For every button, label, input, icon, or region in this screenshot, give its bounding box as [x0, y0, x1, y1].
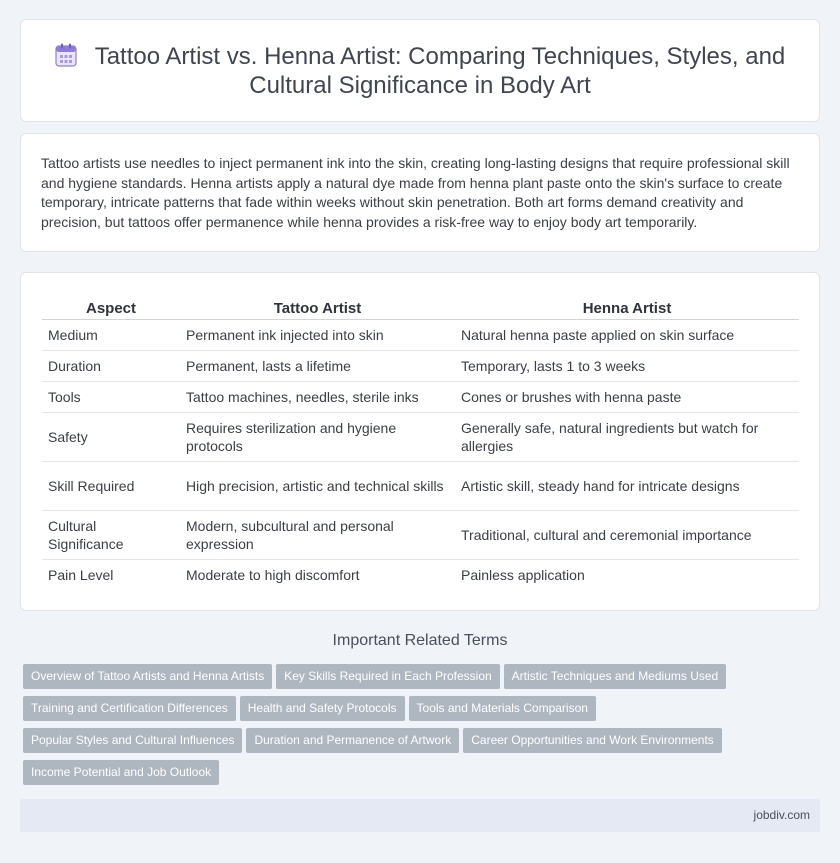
- related-term-tag[interactable]: Health and Safety Protocols: [240, 696, 405, 721]
- table-header-row: [42, 297, 799, 320]
- table-cell: High precision, artistic and technical skills: [180, 462, 455, 511]
- footer-site-link[interactable]: jobdiv.com: [753, 808, 810, 822]
- table-cell: Moderate to high discomfort: [186, 567, 360, 584]
- related-term-tag[interactable]: Income Potential and Job Outlook: [23, 760, 219, 785]
- table-row: [42, 462, 799, 511]
- table-cell: Skill Required: [42, 462, 180, 511]
- title-wrap: [51, 42, 789, 100]
- table-row: [42, 351, 799, 382]
- related-term-tag[interactable]: Tools and Materials Comparison: [409, 696, 596, 721]
- table-row: [42, 560, 799, 591]
- related-term-tag[interactable]: Artistic Techniques and Mediums Used: [504, 664, 727, 689]
- table-cell: Generally safe, natural ingredients but watch for allergies: [455, 413, 799, 462]
- table-cell: Artistic skill, steady hand for intricate designs: [455, 462, 799, 511]
- table-cell: Modern, subcultural and personal expression: [180, 511, 455, 560]
- table-row: [42, 511, 799, 560]
- table-cell: Traditional, cultural and ceremonial importance: [455, 511, 799, 560]
- title-card: [20, 19, 820, 122]
- table-row: [42, 382, 799, 413]
- related-term-tag[interactable]: Popular Styles and Cultural Influences: [23, 728, 242, 753]
- related-term-tag[interactable]: Overview of Tattoo Artists and Henna Artists: [23, 664, 272, 689]
- footer: [20, 799, 820, 832]
- table-cell: Medium: [42, 320, 180, 351]
- related-term-tag[interactable]: Training and Certification Differences: [23, 696, 236, 721]
- intro-paragraph: Tattoo artists use needles to inject permanent ink into the skin, creating long-lasting designs that require professional skill and hygiene standards. Henna artists apply a natural dye made from henna plant paste onto the skin's surface to create temporary, intricate patterns that fade within weeks without skin penetration. Both art forms demand creativity and precision, but tattoos offer permanence while henna provides a risk-free way to enjoy body art temporarily.: [41, 155, 790, 230]
- table-cell: Safety: [42, 413, 180, 462]
- table-cell: Tools: [42, 382, 180, 413]
- table-row: [42, 320, 799, 351]
- related-term-tag[interactable]: Career Opportunities and Work Environments: [463, 728, 722, 753]
- header-henna-artist: Henna Artist: [455, 297, 799, 320]
- related-terms-list: [23, 664, 823, 792]
- table-cell: Cones or brushes with henna paste: [455, 382, 799, 413]
- table-cell: Painless application: [461, 567, 585, 584]
- table-cell: Cultural Significance: [42, 511, 180, 560]
- table-cell: Temporary, lasts 1 to 3 weeks: [455, 351, 799, 382]
- table-cell: Pain Level: [48, 567, 114, 584]
- related-term-tag[interactable]: Duration and Permanence of Artwork: [246, 728, 459, 753]
- table-cell: Requires sterilization and hygiene protocols: [180, 413, 455, 462]
- header-tattoo-artist: Tattoo Artist: [180, 297, 455, 320]
- comparison-card: [20, 272, 820, 611]
- intro-card: [20, 133, 820, 252]
- table-cell: Permanent ink injected into skin: [180, 320, 455, 351]
- calendar-icon: [55, 43, 77, 67]
- table-cell: Tattoo machines, needles, sterile inks: [180, 382, 455, 413]
- page-title: Tattoo Artist vs. Henna Artist: Comparing Techniques, Styles, and Cultural Significance in Body Art: [94, 43, 786, 99]
- table-cell: Natural henna paste applied on skin surface: [455, 320, 799, 351]
- related-term-tag[interactable]: Key Skills Required in Each Profession: [276, 664, 499, 689]
- table-row: [42, 413, 799, 462]
- related-terms-title: Important Related Terms: [332, 632, 508, 649]
- table-cell: Duration: [42, 351, 180, 382]
- header-aspect: Aspect: [42, 297, 180, 320]
- table-cell: Permanent, lasts a lifetime: [180, 351, 455, 382]
- comparison-table: [42, 297, 799, 591]
